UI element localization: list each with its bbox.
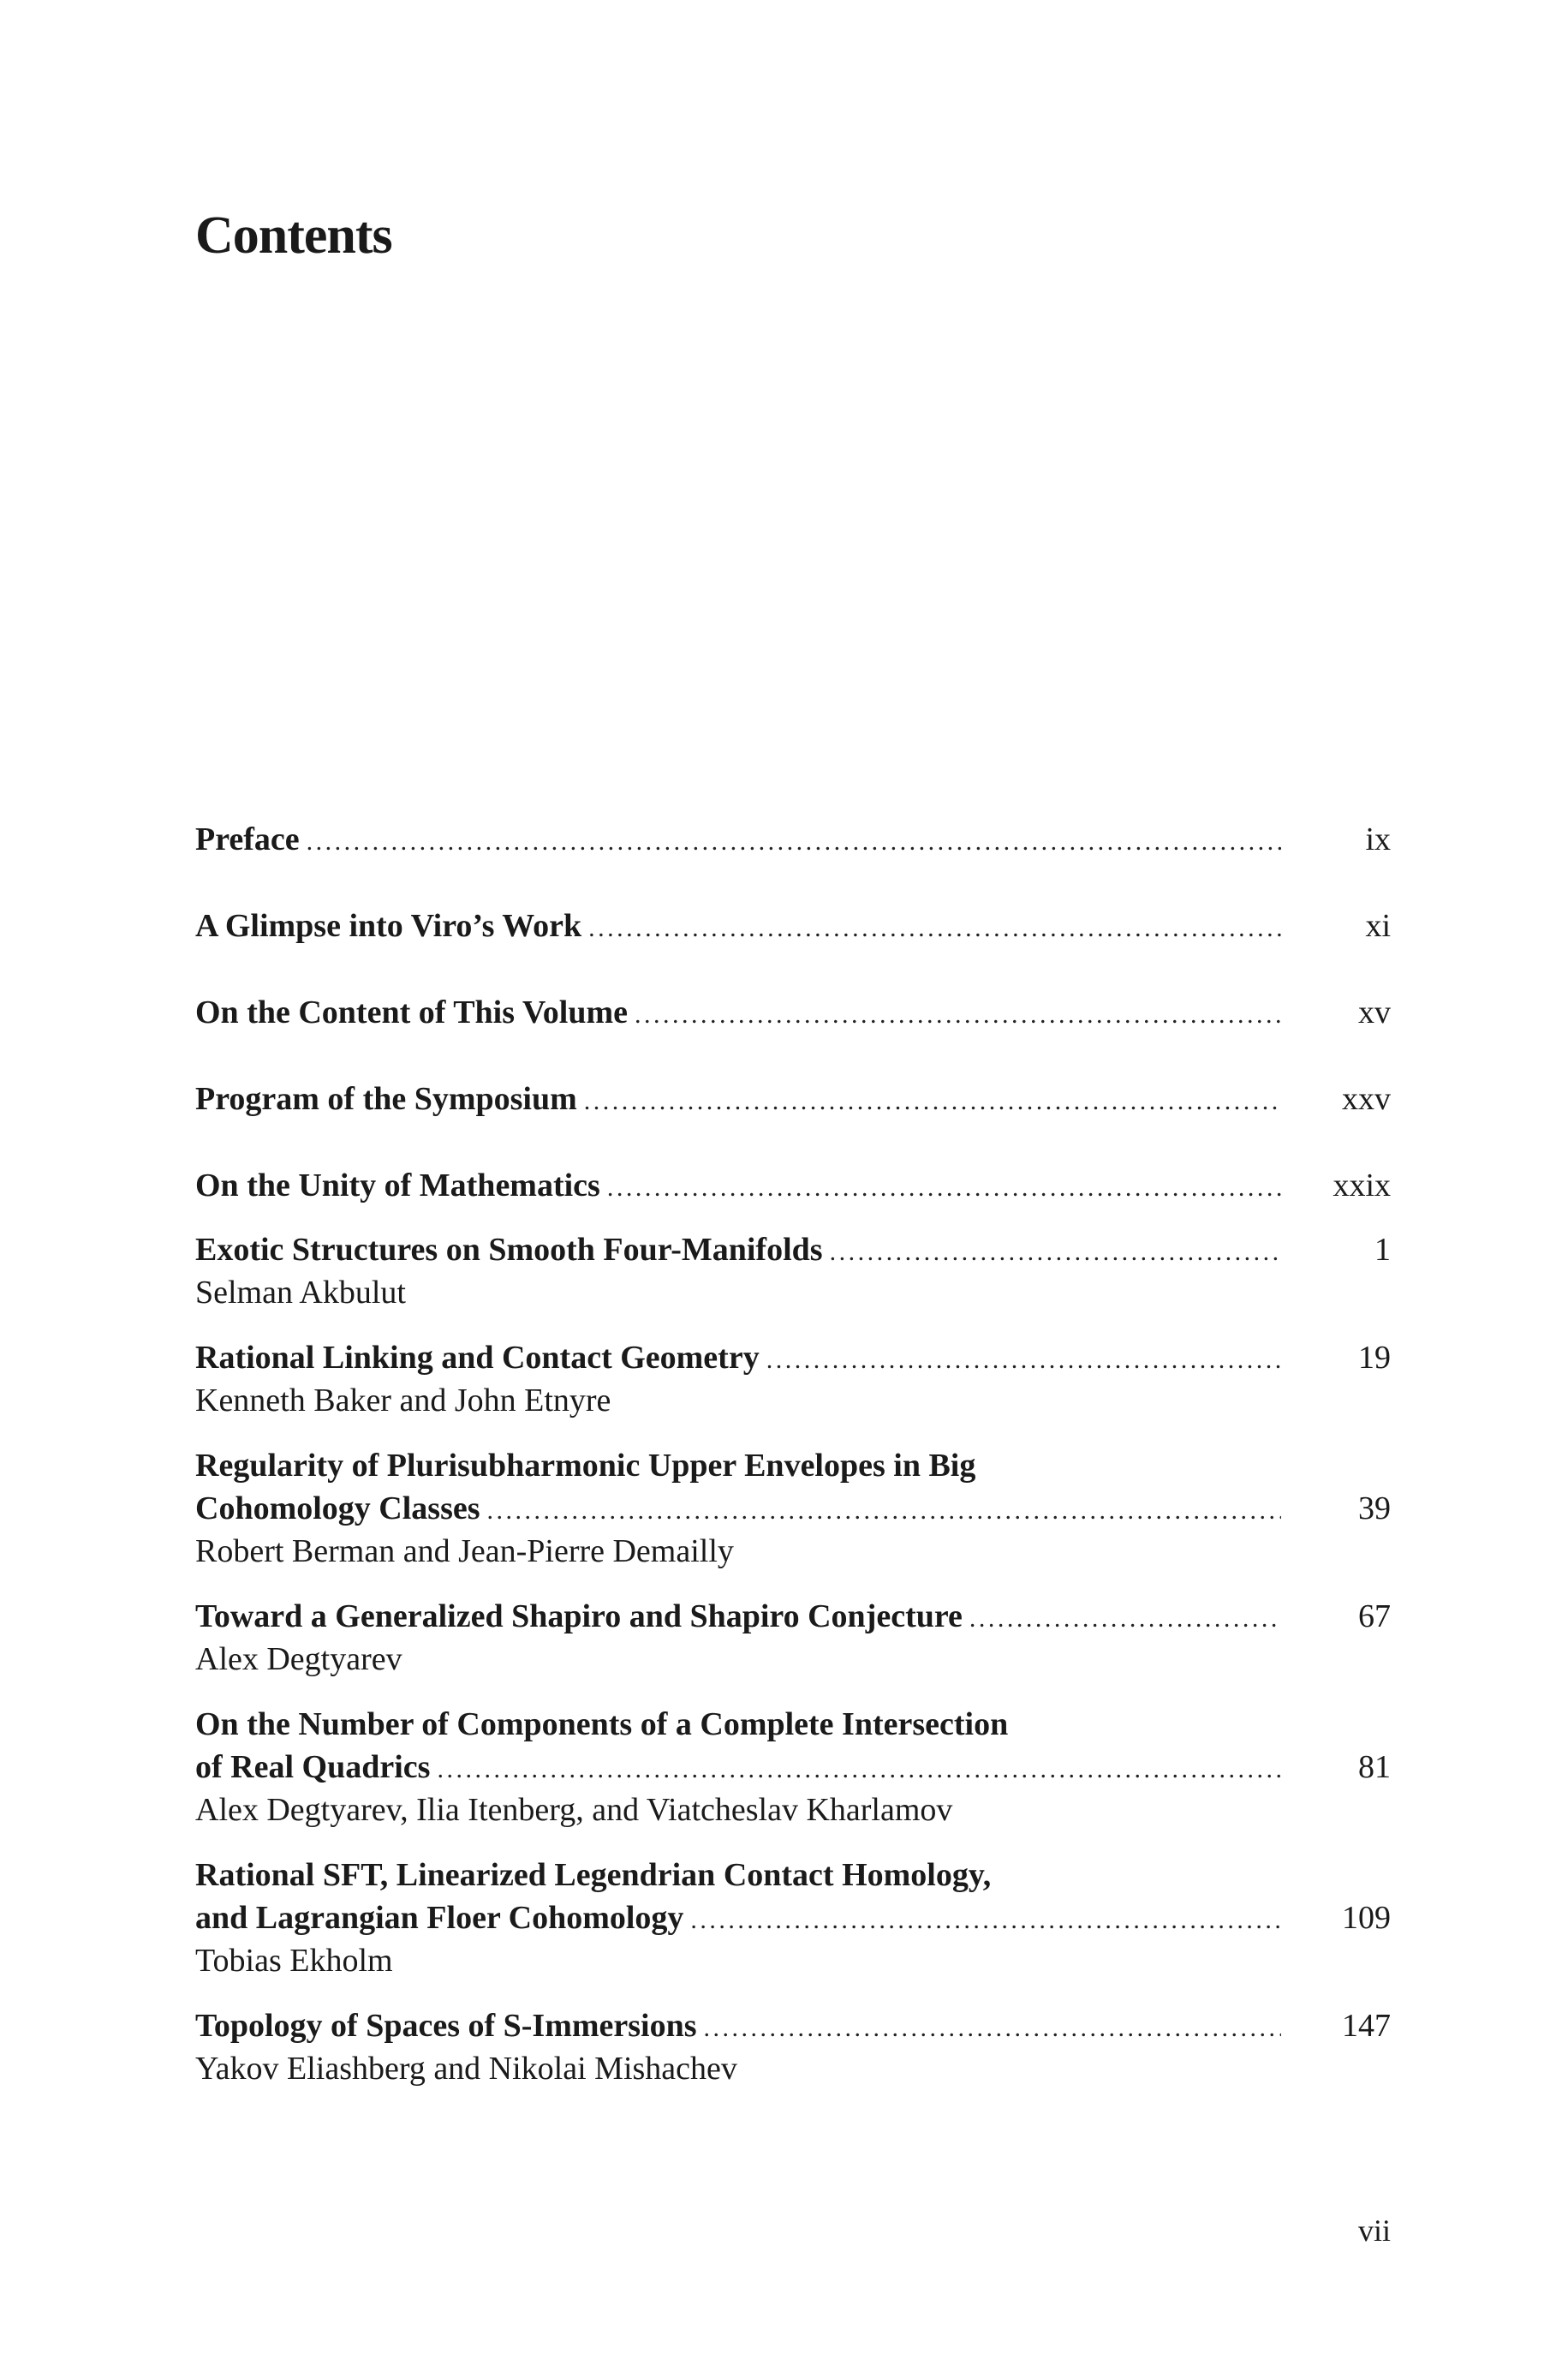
toc-entry-content-of-volume[interactable] [195, 991, 1391, 1034]
entry-title: Program of the Symposium [195, 1081, 577, 1117]
chapter-title: Rational Linking and Contact Geometry [195, 1340, 760, 1376]
chapter-title-line-1: Regularity of Plurisubharmonic Upper Envelopes in Big [195, 1448, 976, 1484]
chapter-title-line-2: and Lagrangian Floer Cohomology [195, 1900, 684, 1936]
entry-page-number: ix [1365, 821, 1391, 857]
toc-chapter-plurisubharmonic[interactable] [195, 1444, 1391, 1573]
chapter-title-line-2: Cohomology Classes [195, 1490, 480, 1526]
dot-leader [307, 821, 1281, 863]
entry-title: On the Unity of Mathematics [195, 1168, 600, 1203]
entry-page-number: xxix [1333, 1168, 1391, 1203]
chapter-authors: Yakov Eliashberg and Nikolai Mishachev [195, 2051, 737, 2087]
chapter-page-number: 67 [1358, 1598, 1391, 1634]
dot-leader [588, 907, 1281, 950]
dot-leader [437, 1748, 1281, 1791]
dot-leader [487, 1490, 1281, 1532]
folio-page-number: vii [1357, 2213, 1391, 2248]
chapter-title: Toward a Generalized Shapiro and Shapiro Conjecture [195, 1598, 963, 1634]
entry-title: On the Content of This Volume [195, 994, 629, 1030]
chapter-authors: Tobias Ekholm [195, 1943, 393, 1979]
dot-leader [607, 1167, 1281, 1209]
chapter-authors: Robert Berman and Jean-Pierre Demailly [195, 1533, 734, 1569]
entry-page-number: xi [1365, 908, 1391, 944]
toc-chapter-rational-sft[interactable] [195, 1854, 1391, 1982]
toc-entry-preface[interactable] [195, 818, 1391, 861]
table-of-contents [195, 818, 1391, 2090]
chapter-authors: Alex Degtyarev [195, 1641, 402, 1677]
chapter-page-number: 81 [1358, 1749, 1391, 1785]
dot-leader [584, 1080, 1281, 1123]
chapter-authors: Alex Degtyarev, Ilia Itenberg, and Viatcheslav Kharlamov [195, 1792, 953, 1828]
chapter-page-number: 1 [1374, 1232, 1391, 1268]
chapter-authors: Kenneth Baker and John Etnyre [195, 1383, 611, 1418]
entry-page-number: xv [1358, 994, 1391, 1030]
entry-title: Preface [195, 821, 300, 857]
chapter-page-number: 109 [1342, 1900, 1391, 1936]
dot-leader [704, 2007, 1281, 2050]
page-title: Contents [195, 206, 392, 265]
chapter-title-line-1: Rational SFT, Linearized Legendrian Contact Homology, [195, 1857, 992, 1893]
chapter-page-number: 19 [1358, 1340, 1391, 1376]
toc-entry-program[interactable] [195, 1078, 1391, 1120]
toc-chapter-real-quadrics[interactable] [195, 1703, 1391, 1831]
chapter-page-number: 39 [1358, 1490, 1391, 1526]
toc-chapter-exotic-structures[interactable] [195, 1228, 1391, 1314]
chapter-title: Exotic Structures on Smooth Four-Manifolds [195, 1232, 823, 1268]
chapter-title-line-1: On the Number of Components of a Complete Intersection [195, 1706, 1009, 1742]
dot-leader [635, 994, 1281, 1036]
chapter-title: Topology of Spaces of S-Immersions [195, 2008, 697, 2044]
toc-entry-glimpse[interactable] [195, 905, 1391, 947]
toc-chapter-s-immersions[interactable] [195, 2004, 1391, 2090]
dot-leader [830, 1231, 1281, 1274]
dot-leader [766, 1339, 1281, 1382]
toc-chapter-shapiro-conjecture[interactable] [195, 1595, 1391, 1681]
toc-entry-unity[interactable] [195, 1164, 1391, 1207]
dot-leader [690, 1899, 1281, 1942]
chapter-page-number: 147 [1342, 2008, 1391, 2044]
chapter-title-line-2: of Real Quadrics [195, 1749, 431, 1785]
entry-page-number: xxv [1342, 1081, 1391, 1117]
dot-leader [969, 1598, 1281, 1640]
chapter-authors: Selman Akbulut [195, 1275, 406, 1311]
toc-chapter-rational-linking[interactable] [195, 1336, 1391, 1422]
entry-title: A Glimpse into Viro’s Work [195, 908, 582, 944]
